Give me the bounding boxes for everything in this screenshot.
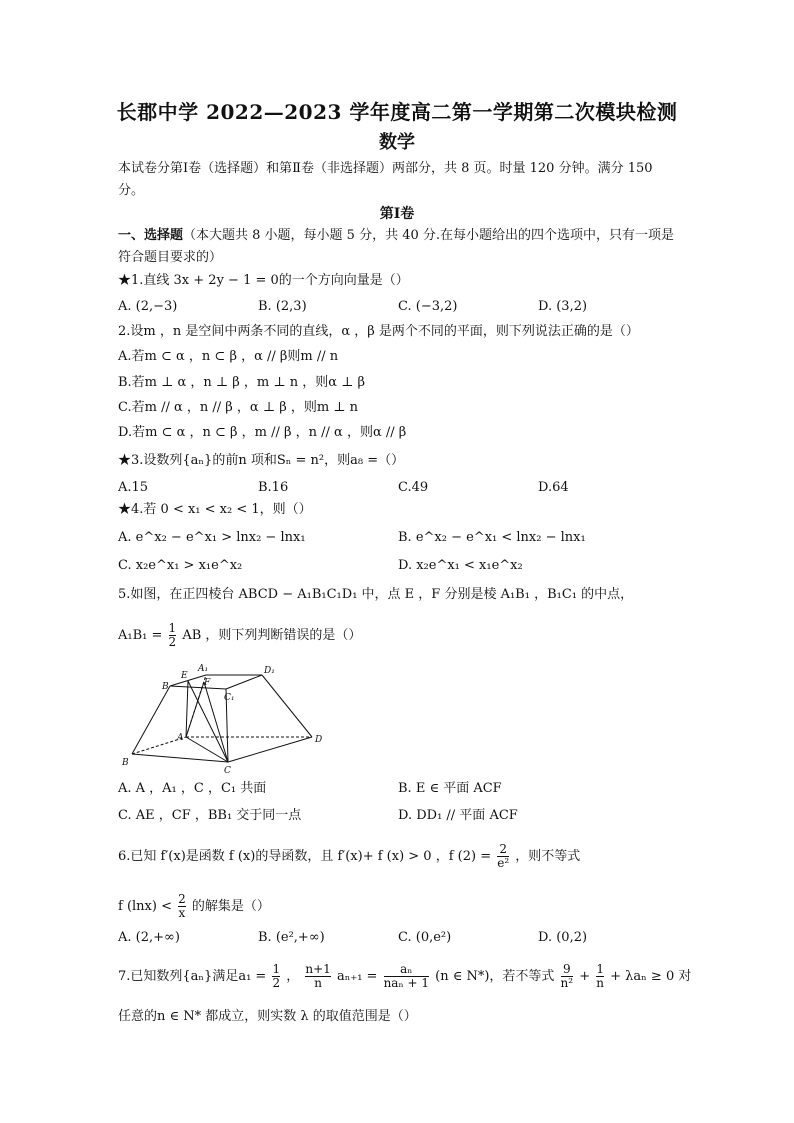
q7-f3-den: naₙ + 1 [383, 976, 429, 990]
q6-option-a: A. (2,+∞) [118, 930, 180, 945]
q7-f4-num: 9 [563, 962, 571, 976]
q6-f2-den: x [178, 906, 186, 920]
q1-option-d: D. (3,2) [538, 299, 588, 314]
label-a: A [177, 733, 184, 743]
q7-part-f: + λaₙ ≥ 0 对 [610, 969, 692, 984]
q4-option-a: A. e^x₂ − e^x₁ > lnx₂ − lnx₁ [118, 530, 306, 545]
question-4-stem: ★4.若 0 < x₁ < x₂ < 1，则（） [118, 502, 312, 517]
q3-option-c: C.49 [398, 480, 429, 495]
q4-option-d: D. x₂e^x₁ < x₁e^x₂ [398, 558, 523, 573]
q5-option-d: D. DD₁ // 平面 ACF [398, 808, 518, 823]
q5-option-c: C. AE ，CF ，BB₁ 交于同一点 [118, 808, 302, 823]
exam-intro: 本试卷分第Ⅰ卷（选择题）和第Ⅱ卷（非选择题）两部分，共 8 页。时量 120 分钟。满分 150 分。 [118, 161, 653, 198]
q6-stem-tail: ，则不等式 [515, 849, 581, 864]
question-3-stem: ★3.设数列{aₙ}的前n 项和Sₙ = n²，则a₈ =（） [118, 453, 405, 468]
exam-title: 长郡中学 2022—2023 学年度高二第一学期第二次模块检测 [116, 100, 678, 124]
question-6-stem-line2 [118, 893, 270, 920]
q7-frac-1 [272, 963, 280, 990]
q6-stem-text: 6.已知 f′(x)是函数 f (x)的导函数，且 f′(x)+ f (x) > 0 ，f (2) = [118, 849, 492, 864]
q5-fraction [169, 622, 177, 649]
q5-option-b: B. E ∈ 平面 ACF [398, 781, 502, 796]
label-f: F [204, 678, 211, 688]
q5-frac-den: 2 [168, 635, 177, 649]
question-5-stem-line2 [118, 622, 361, 649]
q5-stem-right: AB ，则下列判断错误的是（） [182, 628, 362, 643]
q7-frac-5 [596, 963, 604, 990]
question-5-stem: 5.如图，在正四棱台 ABCD − A₁B₁C₁D₁ 中，点 E ，F 分别是棱 A₁B₁ ，B₁C₁ 的中点， [118, 587, 634, 602]
q7-part-b: ， [286, 969, 300, 984]
q2-option-d: D.若m ⊂ α ，n ⊂ β ，m // β ，n // α ，则α // β [118, 425, 407, 440]
q7-f3-num: aₙ [400, 962, 413, 976]
label-c: C [224, 766, 231, 774]
question-6-stem [118, 843, 580, 870]
q7-f4-den: n² [560, 976, 574, 990]
q7-f2-den: n [305, 976, 330, 990]
q5-stem-left: A₁B₁ = [118, 628, 163, 643]
q7-part-c: aₙ₊₁ = [336, 969, 378, 984]
q6-fraction-1 [497, 843, 509, 870]
exam-subject: 数学 [379, 132, 415, 153]
q6-f1-den: e² [497, 856, 510, 870]
q6-fraction-2 [178, 893, 186, 920]
q6-option-c: C. (0,e²) [398, 930, 452, 945]
frustum-figure [118, 656, 328, 774]
q1-option-a: A. (2,−3) [118, 299, 178, 314]
label-d: D [315, 735, 323, 745]
q2-option-a: A.若m ⊂ α ，n ⊂ β ，α // β则m // n [118, 349, 339, 364]
q2-option-b: B.若m ⊥ α ，n ⊥ β ，m ⊥ n ，则α ⊥ β [118, 375, 366, 390]
q6-line2-left: f (lnx) < [118, 899, 172, 914]
q4-option-b: B. e^x₂ − e^x₁ < lnx₂ − lnx₁ [398, 530, 586, 545]
q3-option-d: D.64 [538, 480, 569, 495]
q3-option-a: A.15 [118, 480, 149, 495]
label-a1: A₁ [198, 664, 209, 674]
question-1-stem: ★1.直线 3x + 2y − 1 = 0的一个方向向量是（） [118, 273, 409, 288]
label-c1: C₁ [224, 693, 235, 703]
section-heading: 一、选择题 [118, 228, 184, 243]
q7-f5-num: 1 [596, 962, 604, 976]
q4-option-c: C. x₂e^x₁ > x₁e^x₂ [118, 558, 243, 573]
q7-frac-4 [561, 963, 574, 990]
q7-f2-num: n+1 [305, 962, 331, 976]
q5-frac-num: 1 [168, 621, 177, 635]
label-b1: B [162, 682, 169, 692]
q1-option-c: C. (−3,2) [398, 299, 458, 314]
question-7-stem-line2: 任意的n ∈ N* 都成立，则实数 λ 的取值范围是（） [118, 1009, 417, 1024]
q7-f1-num: 1 [272, 962, 281, 976]
q6-f2-num: 2 [178, 892, 186, 906]
q6-f1-num: 2 [499, 842, 508, 856]
part-heading: 第Ⅰ卷 [379, 206, 415, 222]
q7-part-a: 7.已知数列{aₙ}满足a₁ = [118, 969, 267, 984]
q1-option-b: B. (2,3) [258, 299, 307, 314]
q3-option-b: B.16 [258, 480, 289, 495]
q7-f5-den: n [596, 976, 605, 990]
q2-option-c: C.若m // α ，n // β ，α ⊥ β ，则m ⊥ n [118, 400, 359, 415]
label-e: E [181, 671, 188, 681]
q7-frac-3 [384, 963, 429, 990]
question-2-stem: 2.设m ，n 是空间中两条不同的直线，α ，β 是两个不同的平面，则下列说法正确的是（） [118, 324, 639, 339]
question-7-stem [118, 963, 691, 990]
q6-option-d: D. (0,2) [538, 930, 588, 945]
q7-part-e: + [579, 969, 591, 984]
q7-frac-2 [305, 963, 330, 990]
section-desc: （本大题共 8 小题，每小题 5 分，共 40 分.在每小题给出的四个选项中，只有一项是符合题目要求的） [118, 228, 675, 265]
label-b: B [122, 758, 129, 768]
q6-option-b: B. (e²,+∞) [258, 930, 325, 945]
label-d1: D₁ [264, 666, 275, 676]
section-1-intro [118, 225, 683, 269]
q7-part-d: (n ∈ N*)，若不等式 [435, 969, 555, 984]
q5-option-a: A. A ，A₁ ，C ，C₁ 共面 [118, 781, 267, 796]
q7-f1-den: 2 [272, 976, 281, 990]
q6-line2-right: 的解集是（） [191, 899, 270, 914]
